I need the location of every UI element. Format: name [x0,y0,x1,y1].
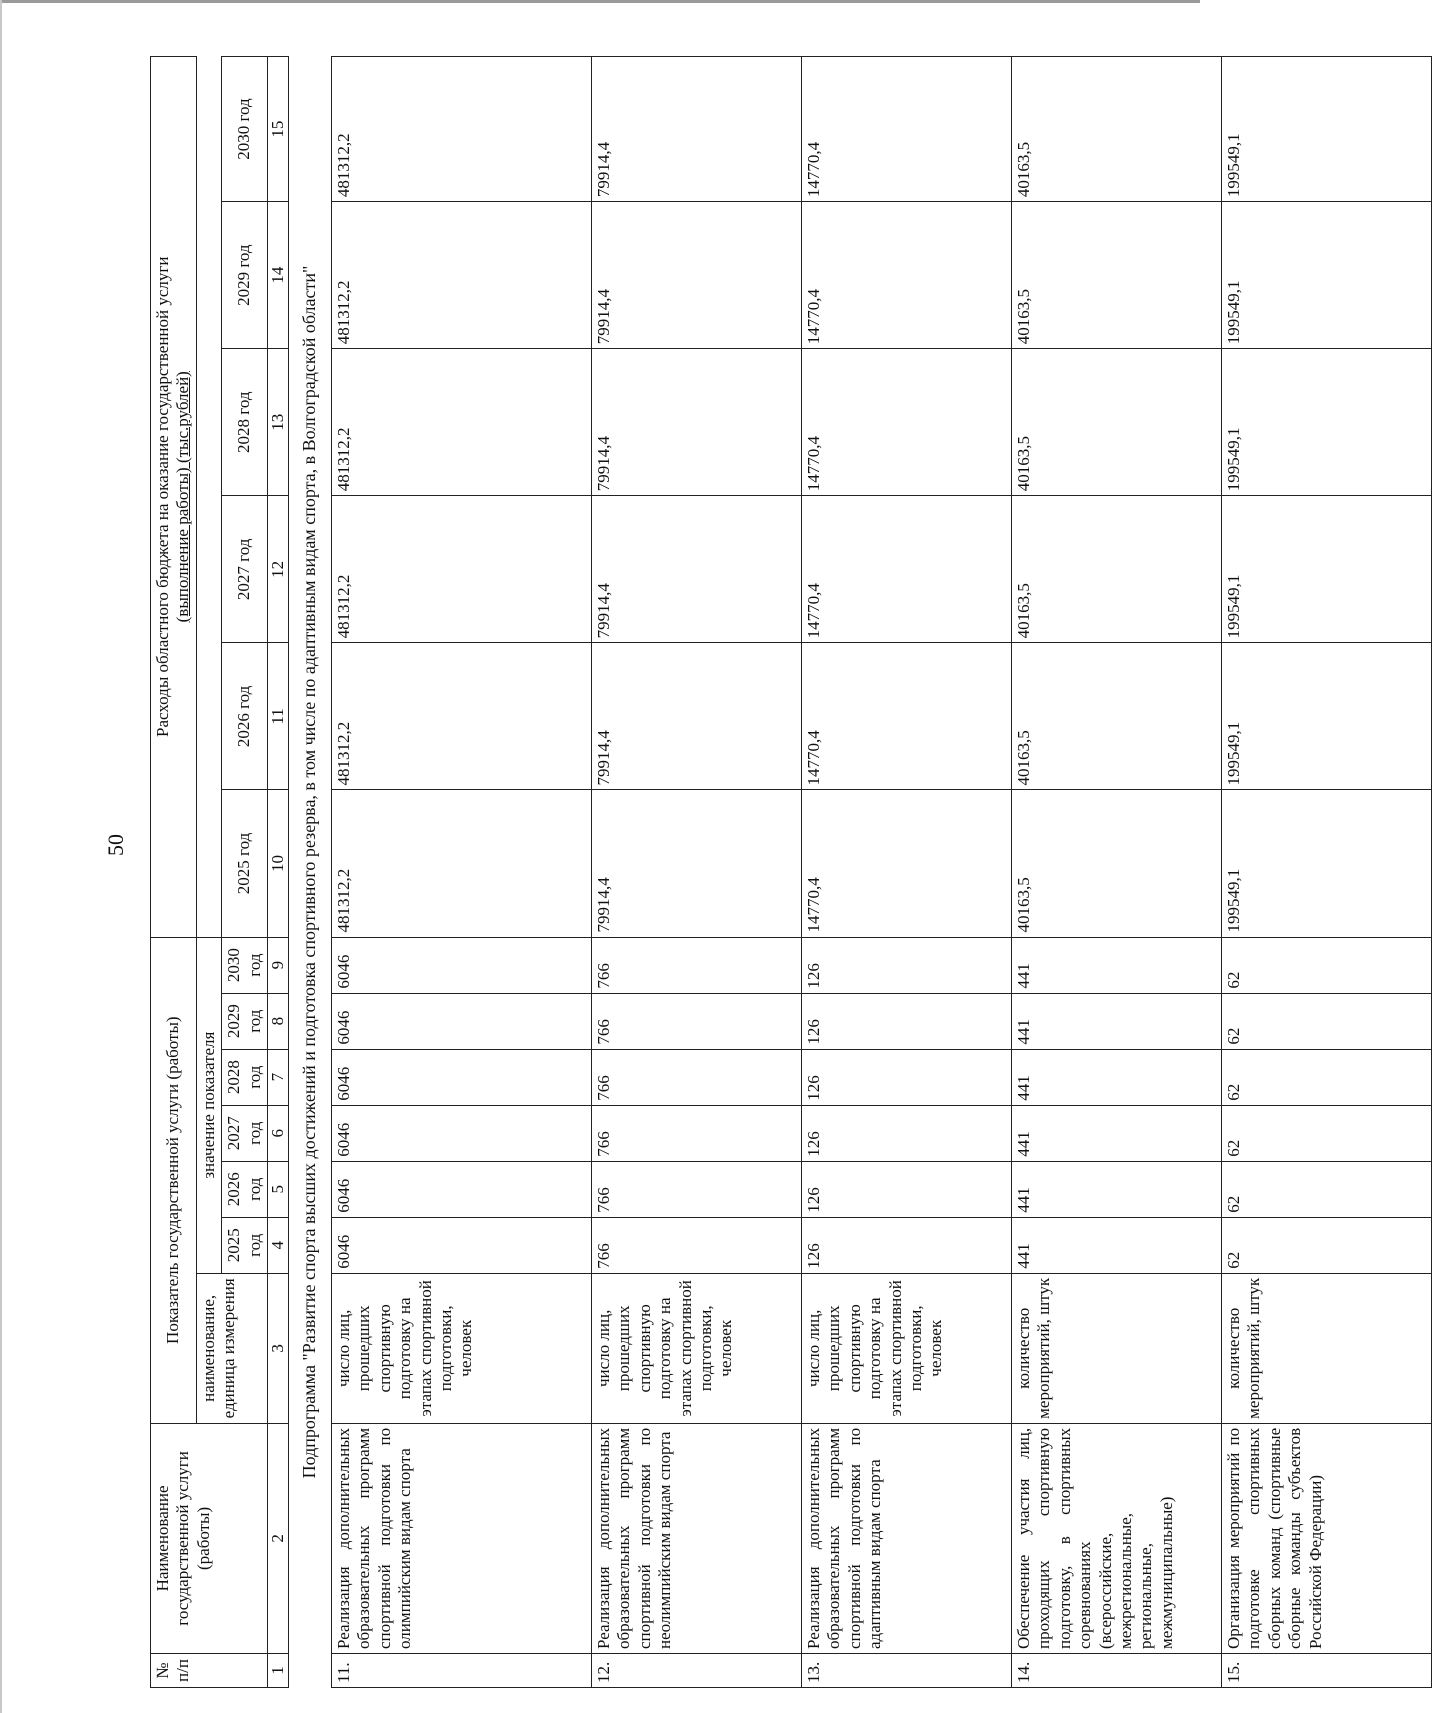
header-year: 2028 год [222,1049,268,1105]
column-number: 15 [267,57,288,202]
scan-left-edge [0,0,2,1713]
indicator-unit: число лиц, прошедших спортивную подготовку на этапах спортивной подготовки, человек [801,1273,1011,1423]
header-service-name: Наименование государственной услуги (работы) [151,1423,268,1653]
indicator-value: 441 [1011,993,1221,1049]
indicator-value: 441 [1011,1161,1221,1217]
expense-value: 40163,5 [1011,57,1221,202]
expense-value: 199549,1 [1221,496,1431,643]
column-number: 10 [267,790,288,937]
column-number: 9 [267,937,288,993]
header-indicator-values: значение показателя [196,937,221,1273]
header-expense-year: 2026 год [222,643,268,790]
header-year: 2026 год [222,1161,268,1217]
expense-value: 14770,4 [801,643,1011,790]
header-expenses-line1: Расходы областного бюджета на оказание государственной услуги [153,256,172,737]
expense-value: 14770,4 [801,57,1011,202]
indicator-value: 62 [1221,1161,1431,1217]
indicator-value: 766 [591,937,801,993]
indicator-value: 62 [1221,993,1431,1049]
indicator-value: 126 [801,1105,1011,1161]
indicator-value: 766 [591,1105,801,1161]
scan-top-edge [0,0,1200,3]
header-expense-year: 2030 год [222,57,268,202]
column-numbers-row [267,57,288,1688]
table-row [801,57,1011,1688]
header-year: 2025 год [222,1217,268,1273]
header-year: 2030 год [222,937,268,993]
column-number: 2 [267,1423,288,1653]
header-indicator: Показатель государственной услуги (работы) [151,937,197,1423]
header-no: № п/п [151,1653,268,1687]
expense-value: 40163,5 [1011,790,1221,937]
header-year: 2027 год [222,1105,268,1161]
service-name: Организация мероприятий по подготовке спортивных сборных команд (спортивные сборные команды субъектов Российской Федерации) [1221,1423,1431,1653]
indicator-value: 6046 [331,937,591,993]
row-number: 14. [1011,1653,1221,1687]
indicator-value: 6046 [331,1105,591,1161]
column-number: 8 [267,993,288,1049]
service-name: Обеспечение участия лиц, проходящих спортивную подготовку, в спортивных соревнованиях (всероссийские, межрегиональные, региональные, межмуниципальные) [1011,1423,1221,1653]
subprogram-title: Подпрограмма "Развитие спорта высших достижений и подготовка спортивного резерва, в том числе по адаптивным видам спорта, в Волгоградской области" [289,57,332,1688]
expense-value: 40163,5 [1011,202,1221,349]
indicator-value: 441 [1011,937,1221,993]
header-year: 2029 год [222,993,268,1049]
expense-value: 481312,2 [331,57,591,202]
indicator-unit: количество мероприятий, штук [1011,1273,1221,1423]
service-name: Реализация дополнительных образовательных программ спортивной подготовки по олимпийским видам спорта [331,1423,591,1653]
column-number: 7 [267,1049,288,1105]
expense-value: 481312,2 [331,790,591,937]
header-expenses-line2: (выполнение работы) (тыс.рублей) [173,371,193,623]
expense-value: 199549,1 [1221,349,1431,496]
subprogram-row [289,57,332,1688]
row-number: 11. [331,1653,591,1687]
indicator-value: 766 [591,1217,801,1273]
row-number: 13. [801,1653,1011,1687]
expense-value: 79914,4 [591,496,801,643]
indicator-value: 126 [801,1161,1011,1217]
indicator-value: 126 [801,1049,1011,1105]
table-row [331,57,591,1688]
header-expense-year: 2025 год [222,790,268,937]
header-expenses [151,57,197,938]
column-number: 1 [267,1653,288,1687]
expense-value: 79914,4 [591,202,801,349]
expense-value: 14770,4 [801,790,1011,937]
expense-value: 79914,4 [591,349,801,496]
expense-value: 199549,1 [1221,57,1431,202]
expense-value: 481312,2 [331,349,591,496]
column-number: 12 [267,496,288,643]
table-row [1221,57,1431,1688]
indicator-value: 6046 [331,993,591,1049]
service-name: Реализация дополнительных образовательных программ спортивной подготовки по неолимпийским видам спорта [591,1423,801,1653]
table-body [331,57,1431,1688]
indicator-value: 62 [1221,937,1431,993]
indicator-value: 441 [1011,1217,1221,1273]
expense-value: 14770,4 [801,496,1011,643]
expense-value: 481312,2 [331,496,591,643]
expense-value: 79914,4 [591,643,801,790]
row-number: 12. [591,1653,801,1687]
indicator-value: 766 [591,993,801,1049]
indicator-value: 6046 [331,1049,591,1105]
indicator-value: 441 [1011,1105,1221,1161]
indicator-value: 126 [801,1217,1011,1273]
indicator-value: 62 [1221,1105,1431,1161]
header-row-1 [151,57,197,1688]
expense-value: 79914,4 [591,790,801,937]
column-number: 13 [267,349,288,496]
column-number: 3 [267,1273,288,1423]
column-number: 14 [267,202,288,349]
indicator-unit: количество мероприятий, штук [1221,1273,1431,1423]
indicator-value: 766 [591,1049,801,1105]
header-expense-year: 2028 год [222,349,268,496]
column-number: 5 [267,1161,288,1217]
table-row [591,57,801,1688]
column-number: 6 [267,1105,288,1161]
rotated-sheet [150,56,1325,1688]
header-expense-year: 2027 год [222,496,268,643]
indicator-value: 6046 [331,1217,591,1273]
indicator-unit: число лиц, прошедших спортивную подготовку на этапах спортивной подготовки, человек [331,1273,591,1423]
column-number: 4 [267,1217,288,1273]
indicator-value: 126 [801,937,1011,993]
indicator-value: 766 [591,1161,801,1217]
page-number: 50 [103,834,128,856]
expense-value: 40163,5 [1011,496,1221,643]
indicator-value: 6046 [331,1161,591,1217]
expense-value: 14770,4 [801,349,1011,496]
service-name: Реализация дополнительных образовательных программ спортивной подготовки по адаптивным видам спорта [801,1423,1011,1653]
expense-value: 79914,4 [591,57,801,202]
expense-value: 40163,5 [1011,349,1221,496]
column-number: 11 [267,643,288,790]
table-row [1011,57,1221,1688]
indicator-value: 62 [1221,1049,1431,1105]
row-number: 15. [1221,1653,1431,1687]
indicator-unit: число лиц, прошедших спортивную подготовку на этапах спортивной подготовки, человек [591,1273,801,1423]
expense-value: 40163,5 [1011,643,1221,790]
expense-value: 199549,1 [1221,643,1431,790]
indicator-value: 441 [1011,1049,1221,1105]
expense-value: 199549,1 [1221,790,1431,937]
indicator-value: 62 [1221,1217,1431,1273]
header-unit-name: наименование, единица измерения [196,1273,267,1423]
header-expense-year: 2029 год [222,202,268,349]
services-table [150,56,1432,1688]
expense-value: 199549,1 [1221,202,1431,349]
expense-value: 14770,4 [801,202,1011,349]
expense-value: 481312,2 [331,202,591,349]
expense-value: 481312,2 [331,643,591,790]
indicator-value: 126 [801,993,1011,1049]
